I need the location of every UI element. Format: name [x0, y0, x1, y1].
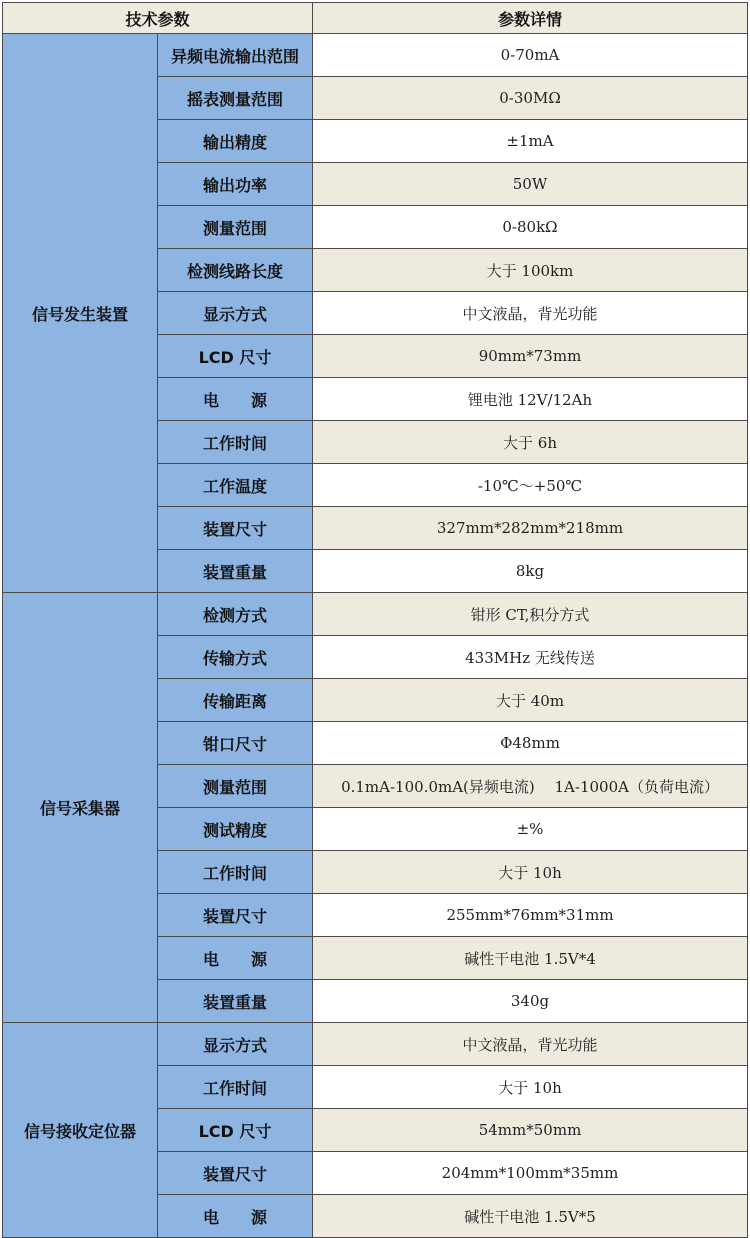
param-value: 中文液晶，背光功能 [313, 1023, 748, 1066]
param-label: 传输方式 [158, 636, 313, 679]
param-label: 显示方式 [158, 292, 313, 335]
param-value: 0.1mA-100.0mA(异频电流) 1A-1000A（负荷电流） [313, 765, 748, 808]
param-value: 340g [313, 980, 748, 1023]
header-technical-params: 技术参数 [3, 3, 313, 34]
param-value: -10℃～+50℃ [313, 464, 748, 507]
param-label: 输出功率 [158, 163, 313, 206]
param-value: 255mm*76mm*31mm [313, 894, 748, 937]
param-value: 433MHz 无线传送 [313, 636, 748, 679]
param-label: 电 源 [158, 378, 313, 421]
spec-table [2, 2, 748, 1238]
param-value: 大于 6h [313, 421, 748, 464]
table-row [3, 34, 748, 77]
param-label: 装置重量 [158, 550, 313, 593]
param-label: 异频电流输出范围 [158, 34, 313, 77]
spec-table-body [3, 34, 748, 1238]
param-value: 204mm*100mm*35mm [313, 1152, 748, 1195]
param-label: LCD 尺寸 [158, 335, 313, 378]
param-value: 50W [313, 163, 748, 206]
param-value: 大于 10h [313, 851, 748, 894]
param-label: LCD 尺寸 [158, 1109, 313, 1152]
param-label: 测量范围 [158, 765, 313, 808]
param-value: 90mm*73mm [313, 335, 748, 378]
param-label: 工作时间 [158, 1066, 313, 1109]
param-value: 中文液晶，背光功能 [313, 292, 748, 335]
param-value: 碱性干电池 1.5V*5 [313, 1195, 748, 1238]
param-label: 装置尺寸 [158, 507, 313, 550]
param-label: 显示方式 [158, 1023, 313, 1066]
param-label: 钳口尺寸 [158, 722, 313, 765]
group-label: 信号接收定位器 [3, 1023, 158, 1238]
param-label: 传输距离 [158, 679, 313, 722]
group-label: 信号采集器 [3, 593, 158, 1023]
param-value: 54mm*50mm [313, 1109, 748, 1152]
param-value: ±% [313, 808, 748, 851]
param-value: 0-30MΩ [313, 77, 748, 120]
param-label: 电 源 [158, 1195, 313, 1238]
param-label: 装置尺寸 [158, 1152, 313, 1195]
param-value: 大于 100km [313, 249, 748, 292]
param-value: 大于 10h [313, 1066, 748, 1109]
param-value: 327mm*282mm*218mm [313, 507, 748, 550]
param-label: 工作温度 [158, 464, 313, 507]
param-value: 大于 40m [313, 679, 748, 722]
param-value: 碱性干电池 1.5V*4 [313, 937, 748, 980]
param-label: 装置尺寸 [158, 894, 313, 937]
param-value: Φ48mm [313, 722, 748, 765]
group-label: 信号发生装置 [3, 34, 158, 593]
param-label: 检测线路长度 [158, 249, 313, 292]
param-label: 摇表测量范围 [158, 77, 313, 120]
param-value: 8kg [313, 550, 748, 593]
table-row [3, 593, 748, 636]
param-label: 工作时间 [158, 421, 313, 464]
param-label: 测试精度 [158, 808, 313, 851]
table-row [3, 1023, 748, 1066]
param-label: 测量范围 [158, 206, 313, 249]
param-value: 0-80kΩ [313, 206, 748, 249]
param-label: 工作时间 [158, 851, 313, 894]
header-param-details: 参数详情 [313, 3, 748, 34]
param-label: 检测方式 [158, 593, 313, 636]
param-value: ±1mA [313, 120, 748, 163]
param-value: 锂电池 12V/12Ah [313, 378, 748, 421]
param-label: 电 源 [158, 937, 313, 980]
param-label: 输出精度 [158, 120, 313, 163]
param-label: 装置重量 [158, 980, 313, 1023]
table-header-row [3, 3, 748, 34]
param-value: 钳形 CT,积分方式 [313, 593, 748, 636]
param-value: 0-70mA [313, 34, 748, 77]
